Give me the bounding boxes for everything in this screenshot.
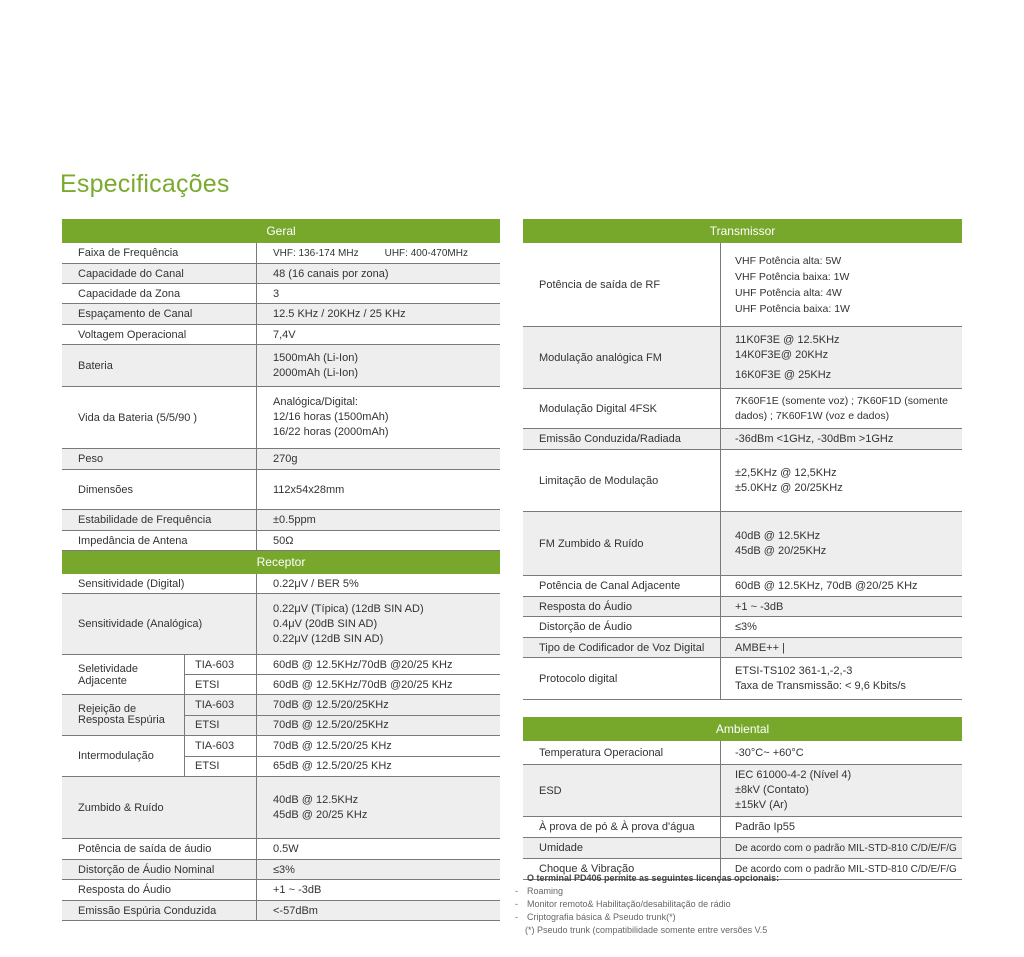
notes-item: - Monitor remoto& Habilitação/desabilitação de rádio — [515, 899, 731, 909]
spec-label: Tipo de Codificador de Voz Digital — [523, 638, 721, 657]
notes-item-text: Roaming — [527, 886, 564, 896]
spec-value: <-57dBm — [273, 904, 318, 917]
spec-row — [62, 304, 500, 325]
spec-value: 60dB @ 12.5KHz/70dB @20/25 KHz — [273, 658, 453, 671]
spec-value: 7,4V — [273, 328, 296, 341]
spec-label: Resposta do Áudio — [62, 880, 257, 900]
spec-value: 0.22μV / BER 5% — [273, 577, 359, 590]
spec-value: -30°C~ +60°C — [735, 746, 804, 759]
section-header-geral: Geral — [62, 219, 500, 243]
spec-value: Padrão Ip55 — [735, 821, 795, 833]
standard-label: TIA-603 — [185, 736, 257, 756]
spec-value: 70dB @ 12.5/20/25 KHz — [273, 739, 392, 752]
value-line: 45dB @ 20/25KHz — [735, 544, 827, 557]
spec-row-intermod — [62, 736, 500, 777]
sub-row — [185, 695, 500, 715]
spec-value: -36dBm <1GHz, -30dBm >1GHz — [735, 433, 894, 445]
spec-label: Vida da Bateria (5/5/90 ) — [62, 387, 257, 448]
spec-value: 60dB @ 12.5KHz, 70dB @20/25 KHz — [735, 580, 918, 592]
spec-row-emissao — [523, 429, 962, 450]
standard-label: ETSI — [185, 675, 257, 694]
value-line: 45dB @ 20/25 KHz — [273, 808, 368, 821]
spec-row — [62, 284, 500, 304]
spec-label: Distorção de Áudio — [523, 617, 721, 637]
spec-value: 112x54x28mm — [273, 483, 345, 496]
spec-row-vida — [62, 387, 500, 449]
spec-row-estabilidade — [62, 510, 500, 531]
value-line: 0.22μV (Típica) (12dB SIN AD) — [273, 602, 424, 615]
value-line: 7K60F1E (somente voz) ; 7K60F1D (somente — [735, 394, 949, 407]
spec-value — [257, 594, 500, 654]
spec-row — [523, 597, 962, 617]
standard-label: ETSI — [185, 757, 257, 777]
spec-value — [721, 450, 962, 511]
spec-label: Capacidade da Zona — [62, 284, 257, 303]
spec-label: Protocolo digital — [523, 658, 721, 699]
value-line: 11K0F3E @ 12.5KHz — [735, 333, 840, 346]
spec-label: Distorção de Áudio Nominal — [62, 860, 257, 879]
spec-row — [62, 264, 500, 284]
spec-value — [721, 658, 962, 699]
value-line: ±15kV (Ar) — [735, 799, 788, 811]
spec-label: Modulação analógica FM — [523, 327, 721, 388]
spec-label: Capacidade do Canal — [62, 264, 257, 283]
spec-row-dimensoes — [62, 470, 500, 510]
value-line: ETSI-TS102 361-1,-2,-3 — [735, 664, 853, 677]
notes-item-text: Monitor remoto& Habilitação/desabilitação de rádio — [527, 899, 731, 909]
spec-value — [257, 387, 500, 448]
spec-value — [257, 243, 500, 263]
spec-label: Bateria — [62, 345, 257, 386]
value-line: 40dB @ 12.5KHz — [273, 793, 359, 806]
notes-item: - Criptografia básica & Pseudo trunk(*) — [515, 912, 676, 922]
spec-value: 3 — [273, 287, 280, 300]
spec-value — [721, 327, 962, 388]
spec-label: Emissão Espúria Conduzida — [62, 901, 257, 920]
spec-label: Zumbido & Ruído — [62, 777, 257, 838]
spec-label: Sensitividade (Analógica) — [62, 594, 257, 654]
spec-row — [523, 838, 962, 859]
spec-row-protocolo — [523, 658, 962, 700]
spec-label: Potência de Canal Adjacente — [523, 576, 721, 596]
uhf-range: UHF: 400-470MHz — [384, 247, 468, 259]
value-line: IEC 61000-4-2 (Nível 4) — [735, 769, 852, 781]
spec-label: Choque & Vibração — [523, 859, 721, 879]
value-line: ±2,5KHz @ 12,5KHz — [735, 466, 837, 479]
spec-label: Emissão Conduzida/Radiada — [523, 429, 721, 449]
standard-label: TIA-603 — [185, 655, 257, 674]
standard-label: TIA-603 — [185, 695, 257, 715]
spec-label: Estabilidade de Frequência — [62, 510, 257, 530]
value-line: 14K0F3E@ 20KHz — [735, 348, 829, 361]
spec-value: 60dB @ 12.5KHz/70dB @20/25 KHz — [273, 678, 453, 691]
spec-value — [721, 243, 962, 326]
value-line: ±5.0KHz @ 20/25KHz — [735, 481, 843, 494]
value-line: UHF Potência baixa: 1W — [735, 302, 850, 315]
spec-row-potencia-rf — [523, 243, 962, 327]
spec-row-temp — [523, 741, 962, 765]
spec-value: De acordo com o padrão MIL-STD-810 C/D/E/F/G — [735, 842, 957, 854]
spec-row — [523, 638, 962, 658]
spec-value: 70dB @ 12.5/20/25KHz — [273, 719, 389, 732]
spec-row — [523, 817, 962, 838]
sub-row — [185, 655, 500, 674]
spec-label: Espaçamento de Canal — [62, 304, 257, 324]
spec-value: 0.5W — [273, 843, 299, 855]
spec-value: +1 ~ -3dB — [273, 884, 322, 896]
value-line: UHF Potência alta: 4W — [735, 286, 842, 299]
spec-value: ±0.5ppm — [273, 514, 316, 526]
notes-footnote: (*) Pseudo trunk (compatibilidade somente entre versões V.5 — [525, 925, 768, 935]
spec-value: 65dB @ 12.5/20/25 KHz — [273, 760, 392, 773]
spec-label: FM Zumbido & Ruído — [523, 512, 721, 575]
notes-item: - Roaming — [515, 886, 564, 896]
value-line: 40dB @ 12.5KHz — [735, 529, 821, 542]
spec-label: Faixa de Frequência — [62, 243, 257, 263]
spec-value — [721, 512, 962, 575]
spec-row-sens-analog — [62, 594, 500, 655]
spec-value — [721, 765, 962, 816]
spec-row-impedancia — [62, 531, 500, 551]
spec-value: +1 ~ -3dB — [735, 600, 784, 613]
right-spec-column — [523, 219, 962, 880]
spec-row-limitacao — [523, 450, 962, 512]
sub-row — [185, 674, 500, 694]
spec-row — [62, 839, 500, 860]
spec-label: Sensitividade (Digital) — [62, 574, 257, 593]
sub-row — [185, 756, 500, 777]
spec-row-peso — [62, 449, 500, 470]
spec-label: Intermodulação — [62, 736, 185, 776]
value-line: dados) ; 7K60F1W (voz e dados) — [735, 409, 890, 422]
spec-label: Seletividade Adjacente — [62, 655, 185, 694]
section-header-transmissor: Transmissor — [523, 219, 962, 243]
spec-value: 12.5 KHz / 20KHz / 25 KHz — [273, 308, 406, 320]
page-title: Especificações — [60, 170, 230, 198]
spec-row-rejeicao — [62, 695, 500, 736]
sub-row — [185, 715, 500, 736]
value-line: 16K0F3E @ 25KHz — [735, 368, 832, 381]
spec-row-seletividade — [62, 655, 500, 695]
spec-value: ≤3% — [273, 863, 295, 876]
spec-row-faixa — [62, 243, 500, 264]
spec-value: 70dB @ 12.5/20/25KHz — [273, 698, 389, 711]
value-line: 2000mAh (Li-Ion) — [273, 366, 358, 379]
spec-label: Umidade — [523, 838, 721, 858]
spec-value — [721, 389, 962, 428]
spec-label: ESD — [523, 765, 721, 816]
spec-label: Limitação de Modulação — [523, 450, 721, 511]
value-line: 1500mAh (Li-Ion) — [273, 351, 358, 364]
spec-row — [523, 576, 962, 597]
value-line: Taxa de Transmissão: < 9,6 Kbits/s — [735, 679, 906, 692]
spec-row-esd — [523, 765, 962, 817]
spec-label: À prova de pó & À prova d'água — [523, 817, 721, 837]
value-line: ±8kV (Contato) — [735, 784, 809, 796]
optional-licenses-notes — [515, 872, 779, 937]
spec-row — [62, 860, 500, 880]
spec-label: Impedância de Antena — [62, 531, 257, 550]
spec-label: Voltagem Operacional — [62, 325, 257, 344]
spec-row-sens-digital — [62, 574, 500, 594]
spec-label: Peso — [62, 449, 257, 469]
spec-row-modfm — [523, 327, 962, 389]
spec-value: 48 (16 canais por zona) — [273, 267, 389, 280]
section-header-receptor: Receptor — [62, 551, 500, 574]
spec-value: 50Ω — [273, 534, 294, 547]
value-line: 0.4μV (20dB SIN AD) — [273, 617, 378, 630]
value-line: 0.22μV (12dB SIN AD) — [273, 632, 384, 645]
spec-label: Resposta do Áudio — [523, 597, 721, 616]
left-spec-column — [62, 219, 500, 921]
spec-value — [257, 777, 500, 838]
vhf-range: VHF: 136-174 MHz — [273, 247, 359, 259]
spec-row-zumbido — [62, 777, 500, 839]
value-line: 12/16 horas (1500mAh) — [273, 411, 389, 423]
spec-row — [62, 880, 500, 901]
spec-label: Dimensões — [62, 470, 257, 509]
standard-label: ETSI — [185, 716, 257, 736]
spec-label: Potência de saída de áudio — [62, 839, 257, 859]
spec-row — [62, 901, 500, 921]
value-line: VHF Potência alta: 5W — [735, 254, 842, 267]
spec-value: 270g — [273, 453, 298, 465]
value-line: Analógica/Digital: — [273, 396, 358, 408]
spec-label: Modulação Digital 4FSK — [523, 389, 721, 428]
sub-row — [185, 736, 500, 756]
spec-row — [62, 325, 500, 345]
spec-label: Rejeição de Resposta Espúria — [62, 695, 185, 735]
spec-row-bateria — [62, 345, 500, 387]
spec-value: AMBE++ | — [735, 641, 785, 654]
section-header-ambiental: Ambiental — [523, 717, 962, 741]
spec-label: Potência de saída de RF — [523, 243, 721, 326]
notes-title: O terminal PD406 permite as seguintes licenças opcionais: — [527, 873, 780, 883]
notes-item-text: Criptografia básica & Pseudo trunk(*) — [527, 912, 676, 922]
spec-value — [257, 345, 500, 386]
value-line: 16/22 horas (2000mAh) — [273, 426, 389, 438]
spec-row-fmzumbido — [523, 512, 962, 576]
spec-value: ≤3% — [735, 621, 757, 633]
value-line: VHF Potência baixa: 1W — [735, 270, 850, 283]
spec-row — [523, 617, 962, 638]
spec-value: De acordo com o padrão MIL-STD-810 C/D/E/F/G — [735, 863, 957, 875]
spec-row-mod4fsk — [523, 389, 962, 429]
spec-label: Temperatura Operacional — [523, 741, 721, 764]
